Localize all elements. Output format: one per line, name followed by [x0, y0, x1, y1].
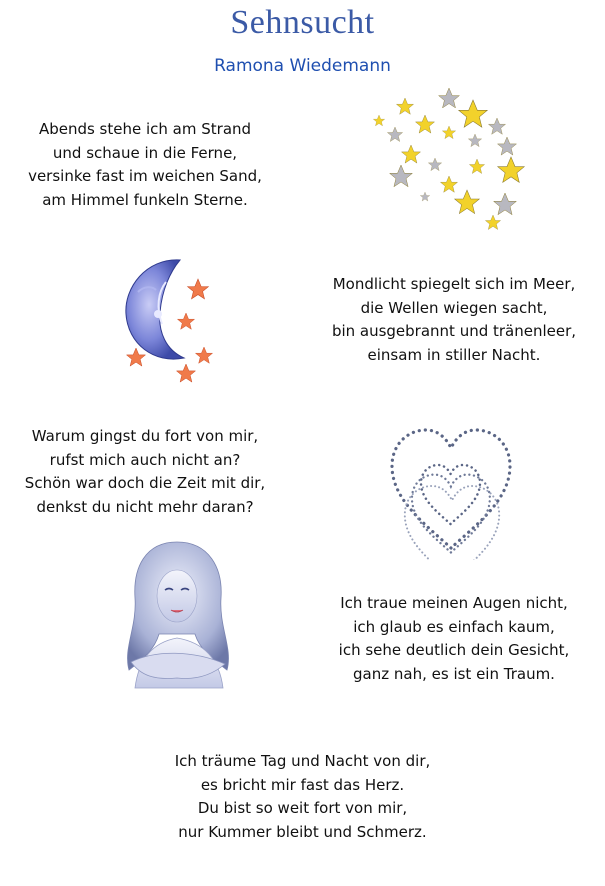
stanza-line: Mondlicht spiegelt sich im Meer,	[332, 275, 576, 293]
stanza-line: rufst mich auch nicht an?	[49, 450, 241, 469]
stanza-5	[150, 750, 455, 844]
stanza-line: bin ausgebrannt und tränenleer,	[331, 322, 577, 340]
hearts-icon	[386, 420, 516, 560]
woman-portrait-icon	[115, 538, 240, 698]
stanza-line: Schön war doch die Zeit mit dir,	[24, 474, 266, 492]
stars-icon	[365, 85, 535, 235]
stanza-line: ich sehe deutlich dein Gesicht,	[338, 641, 570, 659]
poem-title: Sehnsucht	[230, 4, 375, 41]
stanza-line: es bricht mir fast das Herz.	[200, 775, 405, 794]
stanza-line: und schaue in die Ferne,	[52, 143, 238, 162]
stanza-line: Ich träume Tag und Nacht von dir,	[174, 752, 431, 770]
stanza-4	[318, 592, 590, 686]
stanza-line: Warum gingst du fort von mir,	[31, 427, 259, 445]
stanza-2	[318, 273, 590, 367]
stanza-line: einsam in stiller Nacht.	[367, 345, 541, 364]
stanza-line: Ich traue meinen Augen nicht,	[340, 594, 568, 612]
stanza-1	[10, 118, 280, 212]
stanza-line: am Himmel funkeln Sterne.	[42, 190, 248, 209]
stanza-line: Du bist so weit fort von mir,	[197, 799, 408, 817]
poem-author: Ramona Wiedemann	[214, 56, 391, 76]
stanza-line: die Wellen wiegen sacht,	[360, 298, 548, 317]
moon-icon	[118, 252, 228, 384]
stanza-line: ich glaub es einfach kaum,	[353, 617, 555, 636]
stanza-line: denkst du nicht mehr daran?	[36, 497, 254, 516]
stanza-line: nur Kummer bleibt und Schmerz.	[178, 822, 427, 841]
stanza-3	[10, 425, 280, 519]
stanza-line: Abends stehe ich am Strand	[38, 120, 252, 138]
stanza-line: ganz nah, es ist ein Traum.	[353, 664, 555, 683]
stanza-line: versinke fast im weichen Sand,	[28, 167, 262, 185]
